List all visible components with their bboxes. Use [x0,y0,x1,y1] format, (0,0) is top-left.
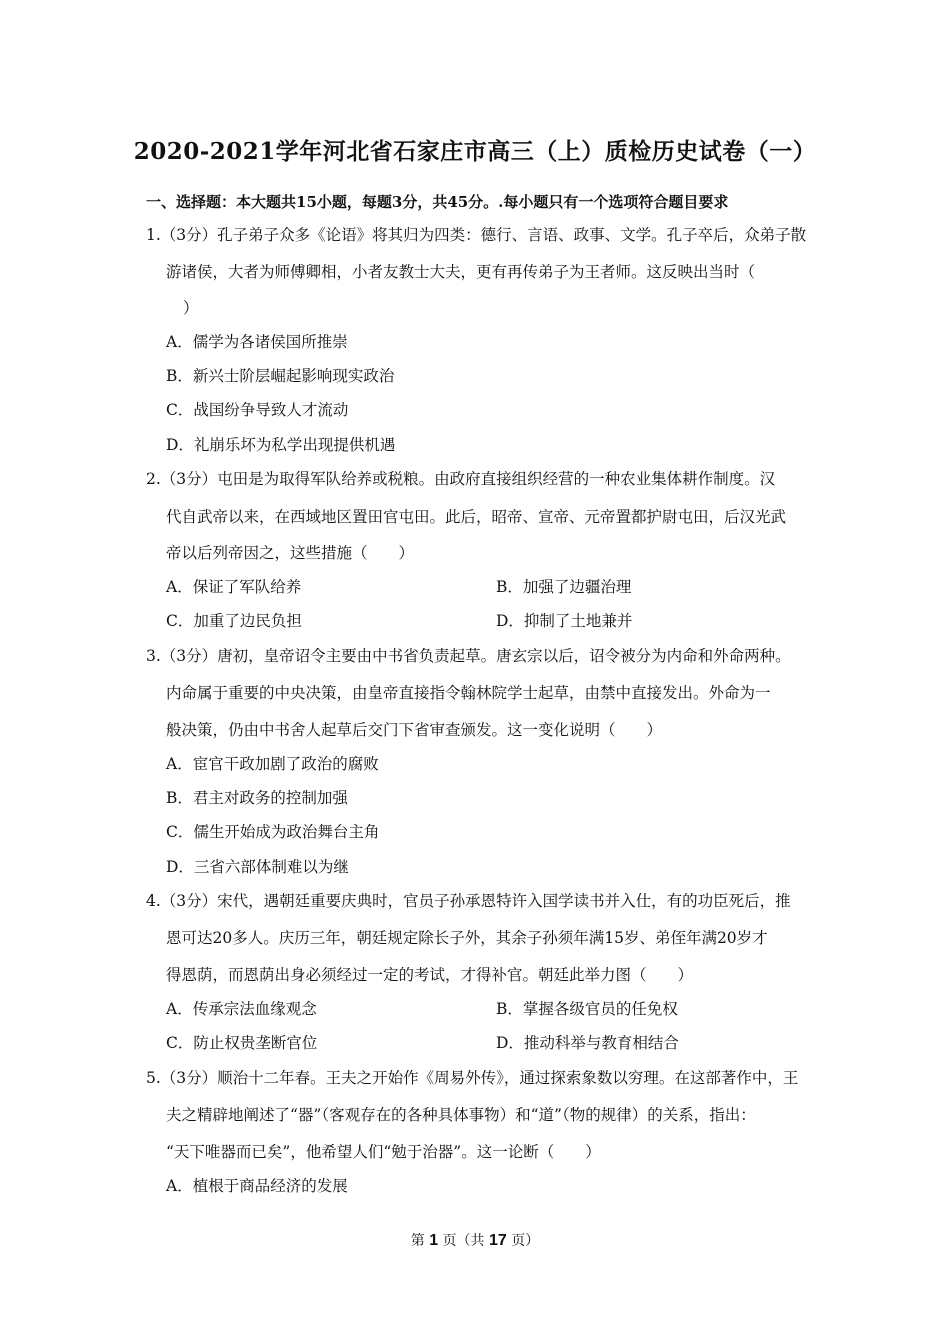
question-5-option-a: A．植根于商品经济的发展 [166,1177,348,1195]
question-5-line-3: “天下唯器而已矣”，他希望人们“勉于治器”。这一论断（ ） [166,1143,601,1161]
question-4-line-1: 4.（3分）宋代，遇朝廷重要庆典时，官员子孙承恩特许入国学读书并入仕，有的功臣死后，推 [146,892,791,910]
question-1-option-d: D．礼崩乐坏为私学出现提供机遇 [166,436,396,454]
question-1-option-a: A．儒学为各诸侯国所推崇 [166,333,348,351]
question-4-option-a: A．传承宗法血缘观念 [166,1000,317,1018]
question-3-option-b: B．君主对政务的控制加强 [166,789,348,807]
question-3-line-1: 3.（3分）唐初，皇帝诏令主要由中书省负责起草。唐玄宗以后，诏令被分为内命和外命两种。 [146,647,791,665]
question-4-line-3: 得恩荫，而恩荫出身必须经过一定的考试，才得补官。朝廷此举力图（ ） [166,966,694,984]
footer-prefix: 第 [410,1233,425,1249]
question-5-line-1: 5.（3分）顺治十二年春。王夫之开始作《周易外传》，通过探索象数以穷理。在这部著作中，王 [146,1069,799,1087]
page-footer [0,1230,950,1250]
question-2-option-b: B．加强了边疆治理 [496,578,632,596]
question-3-line-2: 内命属于重要的中央决策，由皇帝直接指令翰林院学士起草，由禁中直接发出。外命为一 [166,684,771,702]
question-2-option-d: D．抑制了土地兼并 [496,612,633,630]
question-2-option-a: A．保证了军队给养 [166,578,302,596]
footer-mid: 页（共 [442,1233,485,1249]
page-title: 2020-2021学年河北省石家庄市高三（上）质检历史试卷（一） [133,138,817,165]
question-4-option-b: B．掌握各级官员的任免权 [496,1000,678,1018]
section-header: 一、选择题：本大题共15小题，每题3分，共45分。.每小题只有一个选项符合题目要求 [146,193,729,211]
question-2-line-3: 帝以后列帝因之，这些措施（ ） [166,544,415,562]
question-1-option-b: B．新兴士阶层崛起影响现实政治 [166,367,395,385]
question-2-line-2: 代自武帝以来，在西域地区置田官屯田。此后，昭帝、宣帝、元帝置都护尉屯田，后汉光武 [166,508,787,526]
question-5-line-2: 夫之精辟地阐述了“器”（客观存在的各种具体事物）和“道”（物的规律）的关系，指出： [166,1106,756,1124]
footer-total-pages: 17 [489,1232,507,1249]
question-1-option-c: C．战国纷争导致人才流动 [166,401,349,419]
footer-page-number: 1 [429,1232,439,1249]
question-4-option-d: D．推动科举与教育相结合 [496,1034,679,1052]
question-3-line-3: 般决策，仍由中书舍人起草后交门下省审查颁发。这一变化说明（ ） [166,721,663,739]
question-1-line-3: ） [183,299,199,317]
question-4-option-c: C．防止权贵垄断官位 [166,1034,318,1052]
question-2-line-1: 2.（3分）屯田是为取得军队给养或税粮。由政府直接组织经营的一种农业集体耕作制度。汉 [146,470,776,488]
question-1-line-1: 1.（3分）孔子弟子众多《论语》将其归为四类：德行、言语、政事、文学。孔子卒后，众弟子散 [146,226,807,244]
question-3-option-d: D．三省六部体制难以为继 [166,858,349,876]
footer-suffix: 页） [511,1233,540,1249]
question-4-line-2: 恩可达20多人。庆历三年，朝廷规定除长子外，其余子孙须年满15岁、弟侄年满20岁才 [166,929,768,947]
question-2-option-c: C．加重了边民负担 [166,612,302,630]
question-3-option-a: A．宦官干政加剧了政治的腐败 [166,755,379,773]
question-1-line-2: 游诸侯，大者为师傅卿相，小者友教士大夫，更有再传弟子为王者师。这反映出当时（ [166,263,756,281]
question-3-option-c: C．儒生开始成为政治舞台主角 [166,823,380,841]
